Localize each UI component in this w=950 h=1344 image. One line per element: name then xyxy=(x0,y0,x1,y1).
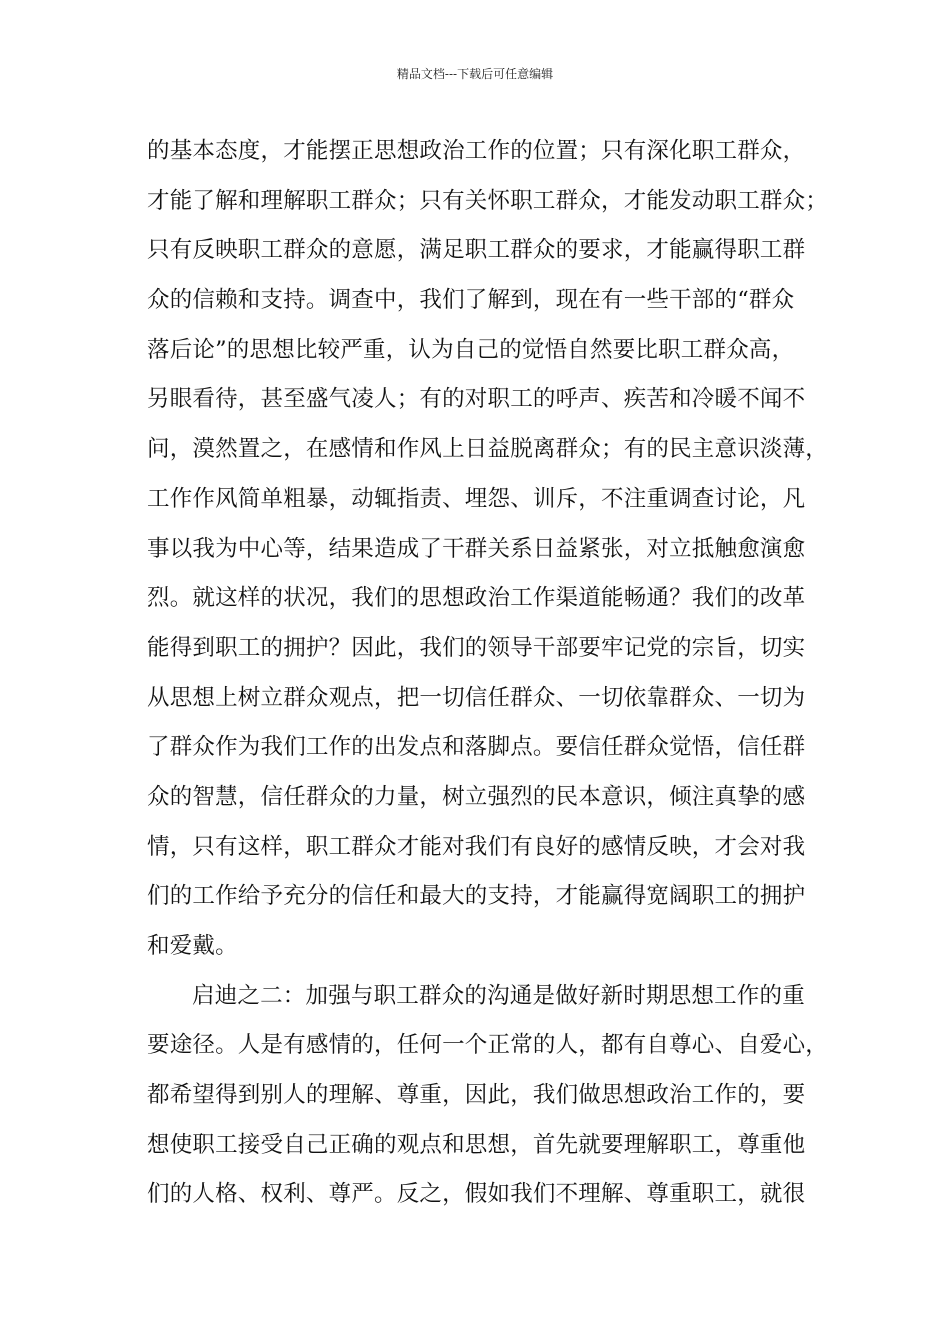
text-line: 们的工作给予充分的信任和最大的支持，才能赢得宽阔职工的拥护 xyxy=(147,883,806,910)
text-line: 落后论”的思想比较严重，认为自己的觉悟自然要比职工群众高， xyxy=(147,336,795,363)
text-line: 从思想上树立群众观点，把一切信任群众、一切依靠群众、一切为 xyxy=(147,684,806,711)
text-line: 的基本态度，才能摆正思想政治工作的位置；只有深化职工群众， xyxy=(147,138,806,164)
text-line: 想使职工接受自己正确的观点和思想，首先就要理解职工，尊重他 xyxy=(147,1131,806,1158)
text-line: 众的信赖和支持。调查中，我们了解到，现在有一些干部的“群众 xyxy=(147,287,795,314)
text-line: 才能了解和理解职工群众；只有关怀职工群众，才能发动职工群众； xyxy=(147,187,829,214)
text-line: 和爱戴。 xyxy=(147,933,238,959)
page-header: 精品文档---下载后可任意编辑 xyxy=(396,67,554,81)
text-line: 情，只有这样，职工群众才能对我们有良好的感情反映，才会对我 xyxy=(147,833,806,860)
text-line: 只有反映职工群众的意愿，满足职工群众的要求，才能赢得职工群 xyxy=(147,237,806,264)
text-line: 问，漠然置之，在感情和作风上日益脱离群众；有的民主意识淡薄， xyxy=(147,436,829,463)
text-line: 了群众作为我们工作的出发点和落脚点。要信任群众觉悟，信任群 xyxy=(147,734,806,761)
paragraph-start-line: 启迪之二：加强与职工群众的沟通是做好新时期思想工作的重 xyxy=(192,982,805,1009)
text-line: 都希望得到别人的理解、尊重，因此，我们做思想政治工作的，要 xyxy=(147,1082,806,1109)
text-line: 能得到职工的拥护？因此，我们的领导干部要牢记党的宗旨，切实 xyxy=(147,634,806,661)
text-line: 工作作风简单粗暴，动辄指责、埋怨、训斥，不注重调查讨论，凡 xyxy=(147,485,806,512)
document-body xyxy=(147,127,827,1220)
text-line: 另眼看待，甚至盛气凌人；有的对职工的呼声、疾苦和冷暖不闻不 xyxy=(147,386,806,413)
text-line: 们的人格、权利、尊严。反之，假如我们不理解、尊重职工，就很 xyxy=(147,1181,806,1208)
text-line: 烈。就这样的状况，我们的思想政治工作渠道能畅通？我们的改革 xyxy=(147,585,806,612)
text-line: 事以我为中心等，结果造成了干群关系日益紧张，对立抵触愈演愈 xyxy=(147,535,806,562)
text-line: 要途径。人是有感情的，任何一个正常的人，都有自尊心、自爱心， xyxy=(147,1032,829,1059)
text-line: 众的智慧，信任群众的力量，树立强烈的民本意识，倾注真挚的感 xyxy=(147,783,806,810)
